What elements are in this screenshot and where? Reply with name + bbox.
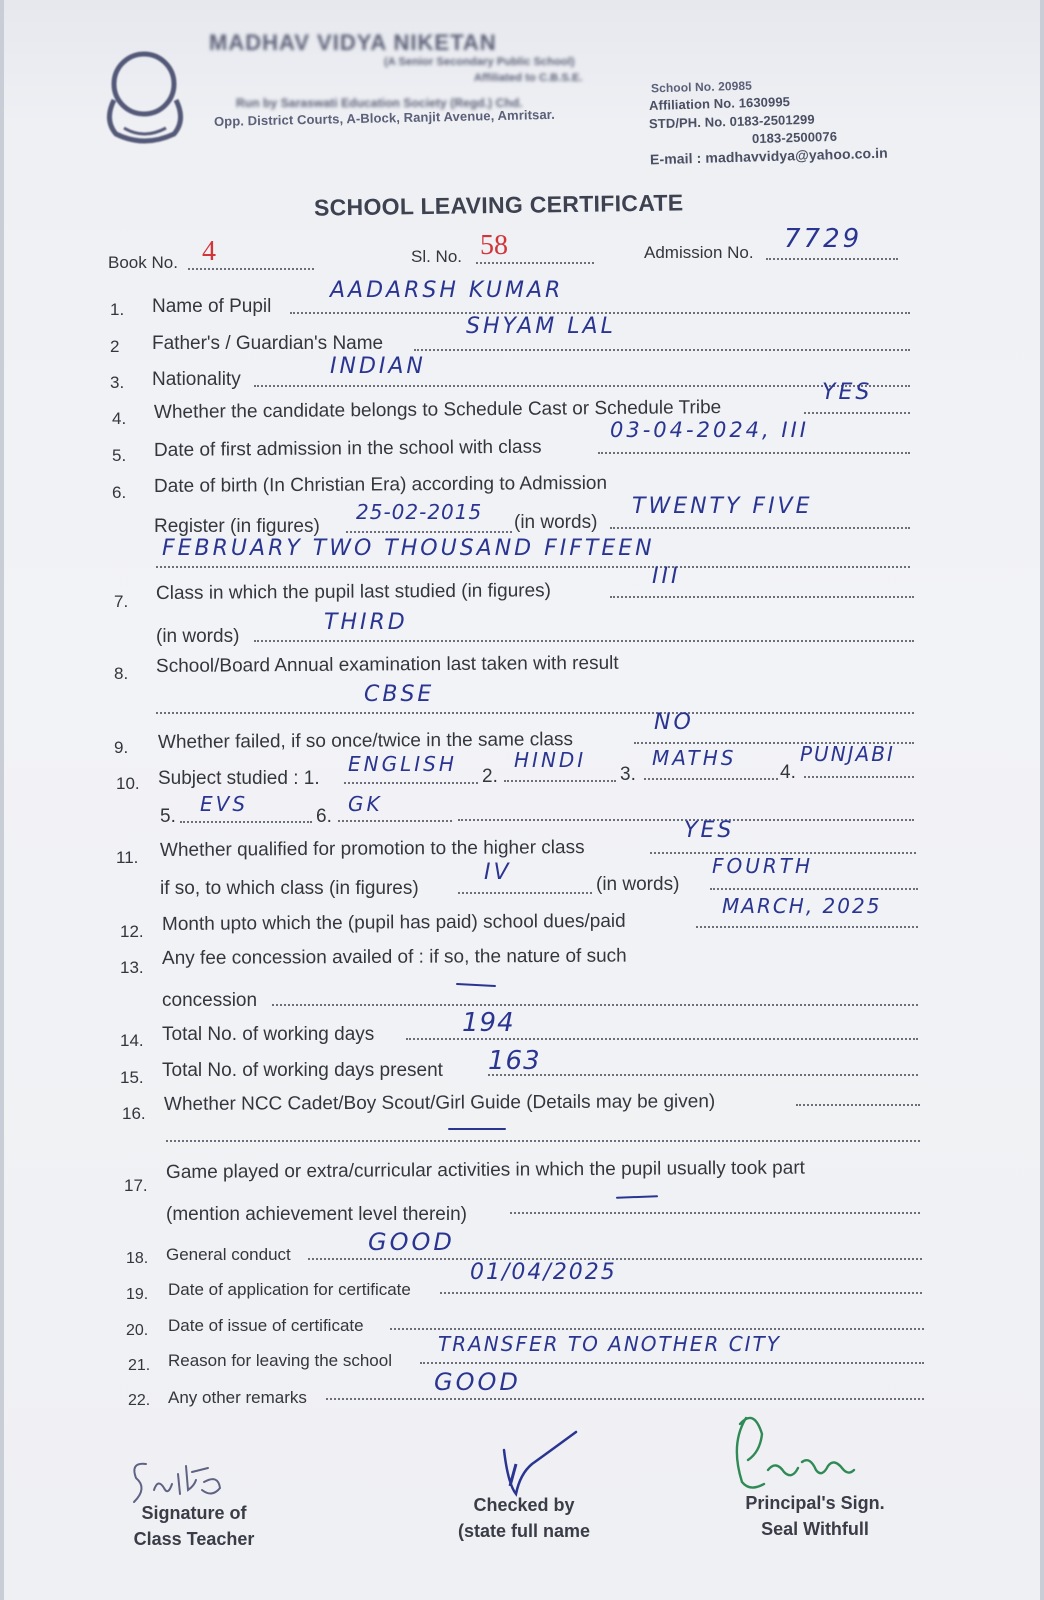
- subject-4-value: PUNJABI: [800, 742, 895, 766]
- field-4-number: 4.: [112, 409, 127, 428]
- header-line-1: (A Senior Secondary Public School): [384, 56, 575, 68]
- leaving-reason-value: TRANSFER TO ANOTHER CITY: [438, 1332, 781, 1356]
- principal-signature-icon: [724, 1404, 864, 1504]
- dob-words-value-2: FEBRUARY TWO THOUSAND FIFTEEN: [162, 536, 655, 561]
- field-18-number: 18.: [126, 1250, 149, 1267]
- header-line-2: Affiliated to C.B.S.E.: [474, 72, 583, 84]
- field-11-label: Whether qualified for promotion to the higher class: [159, 837, 585, 861]
- ncc-dash-mark: [448, 1128, 506, 1130]
- field-7-label-words: (in words): [156, 626, 240, 647]
- school-number: School No. 20985: [650, 78, 753, 96]
- field-13-label-concession: concession: [162, 990, 258, 1011]
- class-teacher-signature-label: [104, 1500, 284, 1552]
- field-8-number: 8.: [114, 664, 129, 683]
- field-15-label: Total No. of working days present: [162, 1060, 443, 1081]
- subject-3-value: MATHS: [652, 746, 737, 770]
- field-7-label: Class in which the pupil last studied (in figures): [155, 580, 552, 604]
- subject-5-value: EVS: [200, 792, 249, 816]
- field-17-number: 17.: [124, 1176, 148, 1195]
- sc-st-value: YES: [822, 380, 873, 405]
- field-1-number: 1.: [110, 300, 125, 319]
- failed-value: NO: [654, 710, 694, 735]
- application-date-value: 01/04/2025: [470, 1260, 617, 1285]
- dob-words-value-1: TWENTY FIVE: [632, 494, 813, 519]
- field-9-number: 9.: [114, 738, 129, 757]
- subject-2-value: HINDI: [514, 748, 587, 772]
- field-11-label-class: if so, to which class (in figures): [160, 878, 419, 899]
- subject-4-number: 4.: [780, 762, 796, 783]
- school-email: E-mail : madhavvidya@yahoo.co.in: [649, 144, 888, 168]
- field-6-label-figures: Register (in figures): [154, 516, 320, 537]
- other-remarks-value: GOOD: [434, 1368, 521, 1396]
- field-22-label: Any other remarks: [168, 1388, 307, 1407]
- field-11-label-words: (in words): [596, 874, 680, 895]
- field-19-number: 19.: [126, 1286, 149, 1303]
- field-15-number: 15.: [120, 1068, 144, 1087]
- book-no-value: 4: [202, 236, 216, 267]
- promotion-value: YES: [684, 818, 735, 843]
- field-11-number: 11.: [116, 848, 139, 867]
- field-13-number: 13.: [120, 958, 144, 977]
- field-20-number: 20.: [126, 1322, 149, 1339]
- activities-dash-mark: [616, 1195, 658, 1198]
- phone-number-2: 0183-2500076: [751, 128, 838, 147]
- field-9-label: Whether failed, if so once/twice in the same class: [157, 729, 574, 753]
- dues-paid-value: MARCH, 2025: [722, 894, 882, 918]
- dob-figures-value: 25-02-2015: [356, 500, 483, 524]
- phone-number-1: STD/PH. No. 0183-2501299: [648, 111, 815, 132]
- subject-6-value: GK: [348, 792, 383, 816]
- field-21-label: Reason for leaving the school: [168, 1351, 392, 1370]
- days-present-value: 163: [488, 1046, 541, 1076]
- last-class-figures-value: III: [652, 564, 681, 589]
- field-4-label: Whether the candidate belongs to Schedule Cast or Schedule Tribe: [153, 397, 722, 423]
- field-7-number: 7.: [114, 592, 129, 611]
- subject-2-number: 2.: [482, 766, 498, 787]
- book-no-label: Book No.: [108, 253, 178, 272]
- subject-5-number: 5.: [160, 806, 176, 827]
- field-19-label: Date of application for certificate: [168, 1280, 411, 1299]
- field-8-label: School/Board Annual examination last taken with result: [155, 652, 619, 677]
- working-days-value: 194: [462, 1008, 515, 1038]
- field-6-label-words: (in words): [514, 512, 598, 533]
- principal-line-1: Principal's Sign.: [745, 1493, 885, 1513]
- sl-no-label: Sl. No.: [411, 247, 463, 266]
- school-name: MADHAV VIDYA NIKETAN: [209, 30, 497, 55]
- field-6-label: Date of birth (In Christian Era) according to Admission: [153, 472, 608, 497]
- field-2-number: 2: [110, 337, 120, 356]
- field-3-number: 3.: [110, 373, 125, 392]
- field-17-label-achievement: (mention achievement level therein): [166, 1204, 467, 1225]
- field-18-label: General conduct: [166, 1245, 291, 1264]
- school-logo-emblem: [96, 42, 192, 152]
- affiliation-number: Affiliation No. 1630995: [648, 94, 791, 113]
- last-class-words-value: THIRD: [324, 610, 408, 635]
- field-20-label: Date of issue of certificate: [168, 1316, 364, 1335]
- subject-1-value: ENGLISH: [348, 752, 457, 776]
- field-13-label: Any fee concession availed of : if so, the nature of such: [161, 945, 627, 969]
- field-12-number: 12.: [120, 922, 144, 941]
- checked-by-label: [424, 1492, 624, 1544]
- first-admission-value: 03-04-2024, III: [610, 418, 809, 442]
- field-6-number: 6.: [112, 483, 127, 502]
- class-teacher-line-1: Signature of: [141, 1503, 247, 1523]
- field-16-label: Whether NCC Cadet/Boy Scout/Girl Guide (Details may be given): [163, 1091, 716, 1115]
- checked-by-line-1: Checked by: [473, 1495, 575, 1515]
- header-line-3: Run by Saraswati Education Society (Regd.) Chd.: [236, 96, 523, 110]
- field-10-number: 10.: [116, 774, 140, 793]
- general-conduct-value: GOOD: [368, 1228, 455, 1256]
- field-14-number: 14.: [120, 1031, 144, 1050]
- nationality-value: INDIAN: [330, 354, 426, 379]
- sl-no-value: 58: [480, 230, 508, 261]
- father-name-value: SHYAM LAL: [466, 314, 616, 339]
- checked-by-line-2: (state full name: [457, 1521, 591, 1541]
- concession-dash-mark: [456, 983, 496, 987]
- field-12-label: Month upto which the (pupil has paid) school dues/paid: [161, 910, 626, 935]
- certificate-title: SCHOOL LEAVING CERTIFICATE: [313, 189, 684, 221]
- admission-no-label: Admission No.: [644, 243, 754, 262]
- school-address: Opp. District Courts, A-Block, Ranjit Avenue, Amritsar.: [213, 106, 556, 129]
- promotion-class-words-value: FOURTH: [712, 854, 814, 878]
- field-21-number: 21.: [128, 1357, 151, 1374]
- field-2-label: Father's / Guardian's Name: [152, 333, 384, 354]
- admission-no-value: 7729: [784, 224, 863, 254]
- field-16-number: 16.: [122, 1104, 146, 1123]
- exam-result-value: CBSE: [364, 682, 435, 707]
- principal-line-2: Seal Withfull: [761, 1519, 869, 1539]
- field-3-label: Nationality: [152, 369, 241, 390]
- principal-signature-label: [720, 1490, 910, 1542]
- field-5-number: 5.: [112, 446, 127, 465]
- field-10-label: Subject studied : 1.: [158, 768, 320, 789]
- field-1-label: Name of Pupil: [152, 296, 272, 317]
- certificate-page: [4, 0, 1040, 1600]
- pupil-name-value: AADARSH KUMAR: [330, 278, 564, 303]
- field-14-label: Total No. of working days: [162, 1024, 375, 1045]
- field-5-label: Date of first admission in the school with class: [153, 436, 542, 461]
- class-teacher-line-2: Class Teacher: [133, 1529, 255, 1549]
- subject-6-number: 6.: [316, 806, 332, 827]
- field-22-number: 22.: [128, 1392, 151, 1409]
- promotion-class-figures-value: IV: [484, 860, 512, 885]
- subject-3-number: 3.: [620, 764, 636, 785]
- field-17-label: Game played or extra/curricular activities in which the pupil usually took part: [165, 1157, 805, 1183]
